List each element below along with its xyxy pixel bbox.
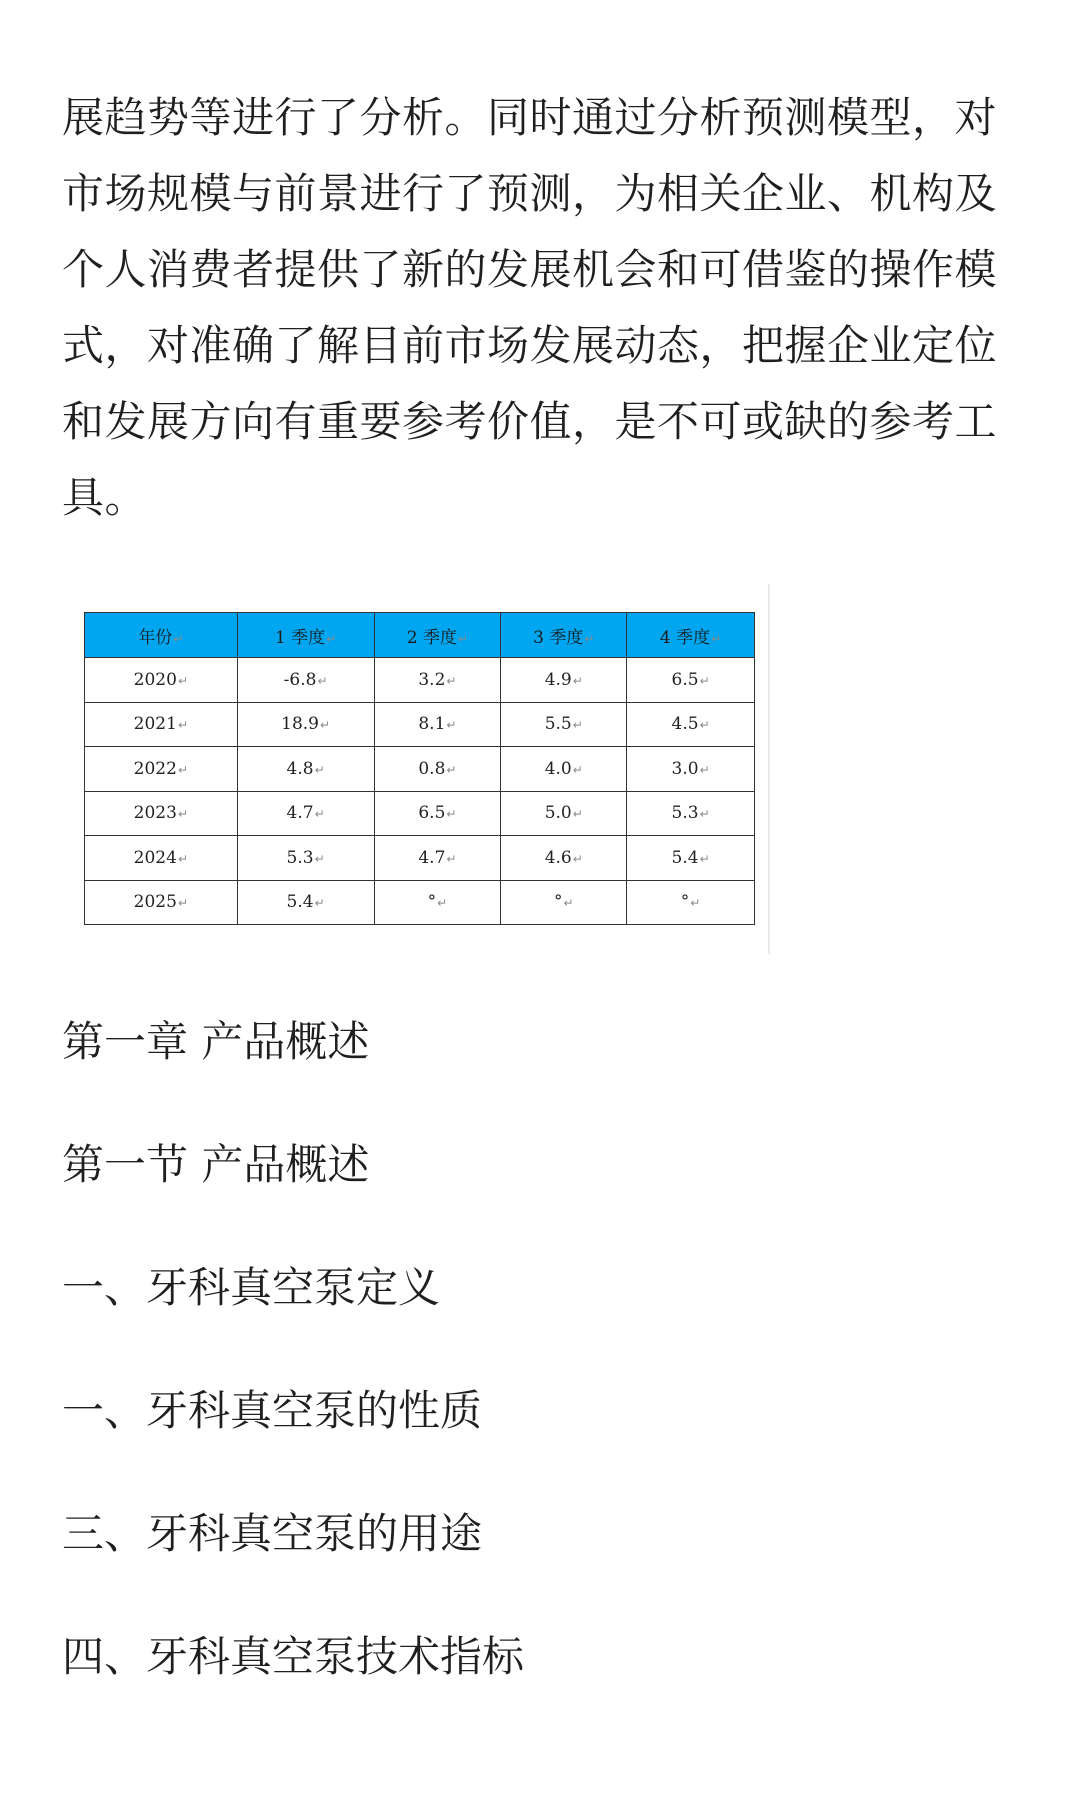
table-value-cell: 5.4↵ — [237, 880, 374, 925]
table-value-cell: 5.4↵ — [627, 836, 755, 881]
table-value-cell: °↵ — [627, 880, 755, 925]
table-image — [72, 584, 770, 954]
return-mark-icon: ↵ — [314, 762, 325, 777]
return-mark-icon: ↵ — [711, 631, 722, 646]
return-mark-icon: ↵ — [572, 762, 583, 777]
return-mark-icon: ↵ — [572, 673, 583, 688]
table-value-cell: 18.9↵ — [237, 702, 374, 747]
table-year-cell: 2020↵ — [85, 658, 238, 703]
table-header-cell: 4 季度↵ — [627, 613, 755, 658]
return-mark-icon: ↵ — [446, 807, 457, 822]
table-body — [85, 658, 755, 925]
return-mark-icon: ↵ — [563, 896, 574, 911]
return-mark-icon: ↵ — [177, 851, 188, 866]
return-mark-icon: ↵ — [572, 851, 583, 866]
table-row — [85, 836, 755, 881]
return-mark-icon: ↵ — [699, 762, 710, 777]
return-mark-icon: ↵ — [177, 762, 188, 777]
return-mark-icon: ↵ — [699, 851, 710, 866]
return-mark-icon: ↵ — [572, 807, 583, 822]
table-value-cell: 3.2↵ — [374, 658, 501, 703]
table-header-cell: 1 季度↵ — [237, 613, 374, 658]
quarterly-data-table — [84, 612, 755, 925]
table-row — [85, 791, 755, 836]
return-mark-icon: ↵ — [177, 807, 188, 822]
return-mark-icon: ↵ — [699, 673, 710, 688]
table-value-cell: 0.8↵ — [374, 747, 501, 792]
return-mark-icon: ↵ — [446, 718, 457, 733]
subsection-heading-usage: 三、牙科真空泵的用途 — [62, 1509, 483, 1558]
return-mark-icon: ↵ — [314, 807, 325, 822]
table-value-cell: °↵ — [501, 880, 627, 925]
table-value-cell: 4.8↵ — [237, 747, 374, 792]
table-value-cell: 4.6↵ — [501, 836, 627, 881]
table-value-cell: 5.3↵ — [627, 791, 755, 836]
table-value-cell: 5.3↵ — [237, 836, 374, 881]
table-value-cell: 4.0↵ — [501, 747, 627, 792]
table-value-cell: -6.8↵ — [237, 658, 374, 703]
return-mark-icon: ↵ — [446, 851, 457, 866]
table-value-cell: 4.7↵ — [374, 836, 501, 881]
table-header-cell: 3 季度↵ — [501, 613, 627, 658]
intro-paragraph: 展趋势等进行了分析。同时通过分析预测模型，对市场规模与前景进行了预测，为相关企业、机构及个人消费者提供了新的发展机会和可借鉴的操作模式，对准确了解目前市场发展动态，把握企业定位和发展方向有重要参考价值，是不可或缺的参考工具。 — [62, 93, 998, 522]
return-mark-icon: ↵ — [699, 807, 710, 822]
return-mark-icon: ↵ — [437, 896, 448, 911]
return-mark-icon: ↵ — [572, 718, 583, 733]
return-mark-icon: ↵ — [584, 631, 595, 646]
return-mark-icon: ↵ — [320, 718, 331, 733]
table-header-row — [85, 613, 755, 658]
return-mark-icon: ↵ — [699, 718, 710, 733]
table-value-cell: 6.5↵ — [627, 658, 755, 703]
section-heading: 第一节 产品概述 — [62, 1140, 370, 1189]
table-value-cell: 5.0↵ — [501, 791, 627, 836]
table-row — [85, 658, 755, 703]
table-value-cell: °↵ — [374, 880, 501, 925]
return-mark-icon: ↵ — [690, 896, 701, 911]
return-mark-icon: ↵ — [314, 896, 325, 911]
table-row — [85, 702, 755, 747]
return-mark-icon: ↵ — [177, 718, 188, 733]
table-year-cell: 2025↵ — [85, 880, 238, 925]
subsection-heading-specs: 四、牙科真空泵技术指标 — [62, 1632, 525, 1681]
table-header-cell: 年份↵ — [85, 613, 238, 658]
return-mark-icon: ↵ — [446, 673, 457, 688]
table-value-cell: 4.9↵ — [501, 658, 627, 703]
table-row — [85, 880, 755, 925]
table-header-cell: 2 季度↵ — [374, 613, 501, 658]
chapter-heading: 第一章 产品概述 — [62, 1017, 370, 1066]
return-mark-icon: ↵ — [446, 762, 457, 777]
table-value-cell: 8.1↵ — [374, 702, 501, 747]
subsection-heading-definition: 一、牙科真空泵定义 — [62, 1263, 441, 1312]
table-value-cell: 4.7↵ — [237, 791, 374, 836]
table-value-cell: 3.0↵ — [627, 747, 755, 792]
return-mark-icon: ↵ — [177, 896, 188, 911]
return-mark-icon: ↵ — [314, 851, 325, 866]
return-mark-icon: ↵ — [317, 673, 328, 688]
table-value-cell: 5.5↵ — [501, 702, 627, 747]
table-value-cell: 6.5↵ — [374, 791, 501, 836]
subsection-heading-nature: 一、牙科真空泵的性质 — [62, 1386, 483, 1435]
return-mark-icon: ↵ — [326, 631, 337, 646]
table-row — [85, 747, 755, 792]
return-mark-icon: ↵ — [173, 631, 184, 646]
return-mark-icon: ↵ — [177, 673, 188, 688]
table-year-cell: 2024↵ — [85, 836, 238, 881]
table-year-cell: 2022↵ — [85, 747, 238, 792]
table-year-cell: 2021↵ — [85, 702, 238, 747]
table-value-cell: 4.5↵ — [627, 702, 755, 747]
table-year-cell: 2023↵ — [85, 791, 238, 836]
return-mark-icon: ↵ — [458, 631, 469, 646]
